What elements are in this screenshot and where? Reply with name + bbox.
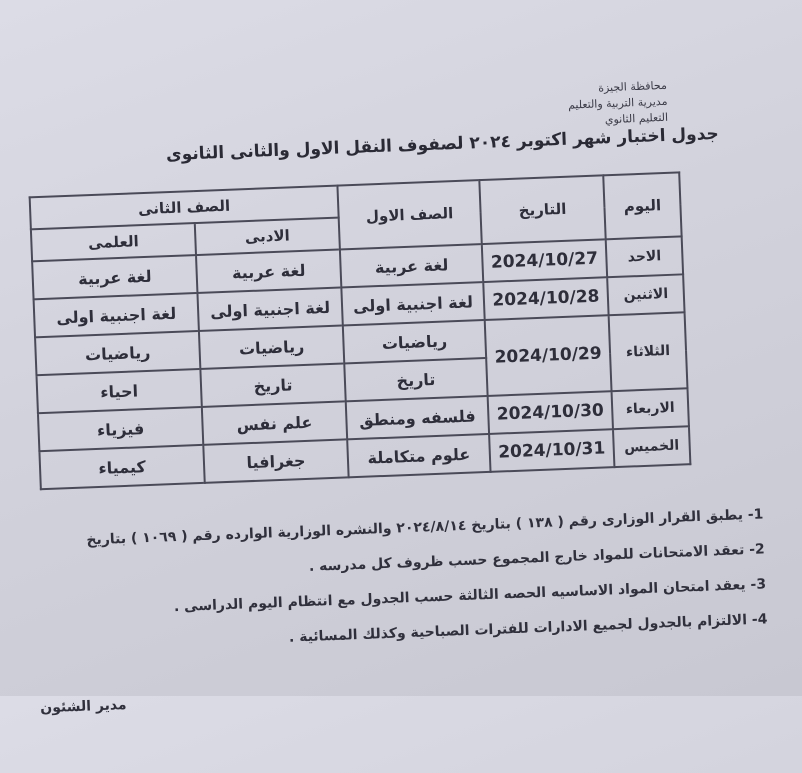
cell-scientific: لغة عربية [32,255,197,299]
header-date: التاريخ [479,175,605,244]
cell-date: 2024/10/27 [482,239,607,282]
cell-day: الاحد [606,236,683,277]
cell-scientific: كيمياء [39,445,204,489]
department-line: التعليم الثانوي [604,110,669,127]
cell-scientific: لغة اجنبية اولى [34,293,199,337]
cell-literary: لغة عربية [196,250,341,293]
cell-first-grade: لغة عربية [340,244,483,287]
cell-date: 2024/10/30 [488,391,613,434]
cell-literary: تاريخ [200,363,345,406]
header-day: اليوم [603,172,681,239]
cell-scientific: احياء [36,369,201,413]
cell-literary: جغرافيا [203,439,348,482]
cell-day: الاربعاء [612,388,689,429]
exam-schedule-table [29,171,692,490]
cell-scientific: فيزياء [38,407,203,451]
cell-first-grade: فلسفه ومنطق [346,396,489,439]
cell-first-grade: تاريخ [344,358,487,401]
directorate-line: مديرية التربية والتعليم [567,94,668,112]
issuing-authority [567,78,668,130]
notes-list [86,506,768,672]
cell-date: 2024/10/29 [485,315,612,396]
document-title: جدول اختبار شهر اكتوبر ٢٠٢٤ لصفوف النقل الاول والثانى الثانوى [165,123,720,166]
header-scientific: العلمى [31,223,196,261]
header-second-grade: الصف الثانى [30,186,339,230]
note-item: 2- تعقد الامتحانات للمواد خارج المجموع حسب ظروف كل مدرسه . [308,541,766,575]
cell-literary: رياضيات [199,325,344,368]
cell-date: 2024/10/31 [489,429,614,472]
header-first-grade: الصف الاول [337,180,481,249]
cell-date: 2024/10/28 [483,277,608,320]
cell-scientific: رياضيات [35,331,200,375]
cell-first-grade: علوم متكاملة [347,434,490,477]
table-header-row [30,172,681,229]
cell-literary: لغة اجنبية اولى [197,287,342,330]
cell-literary: علم نفس [202,401,347,444]
note-item: 3- يعقد امتحان المواد الاساسيه الحصه الثالثة حسب الجدول مع انتظام اليوم الدراسى . [173,576,767,616]
cell-day: الثلاثاء [609,312,688,391]
cell-day: الاثنين [607,274,684,315]
cell-first-grade: رياضيات [343,320,486,363]
header-literary: الادبى [195,218,340,256]
governorate-line: محافظة الجيزة [597,78,668,95]
note-item: 4- الالتزام بالجدول لجميع الادارات للفترات الصباحية وكذلك المسائية . [288,611,768,646]
cell-day: الخميس [613,426,690,467]
note-item: 1- يطبق القرار الوزارى رقم ( ١٣٨ ) بتاريخ ٢٠٢٤/٨/١٤ والنشره الوزارية الوارده رقم ( ١٠٦٩ ) بتاريخ [86,506,764,549]
cell-first-grade: لغة اجنبية اولى [341,282,484,325]
signature-label: مدير الشئون [39,697,127,717]
